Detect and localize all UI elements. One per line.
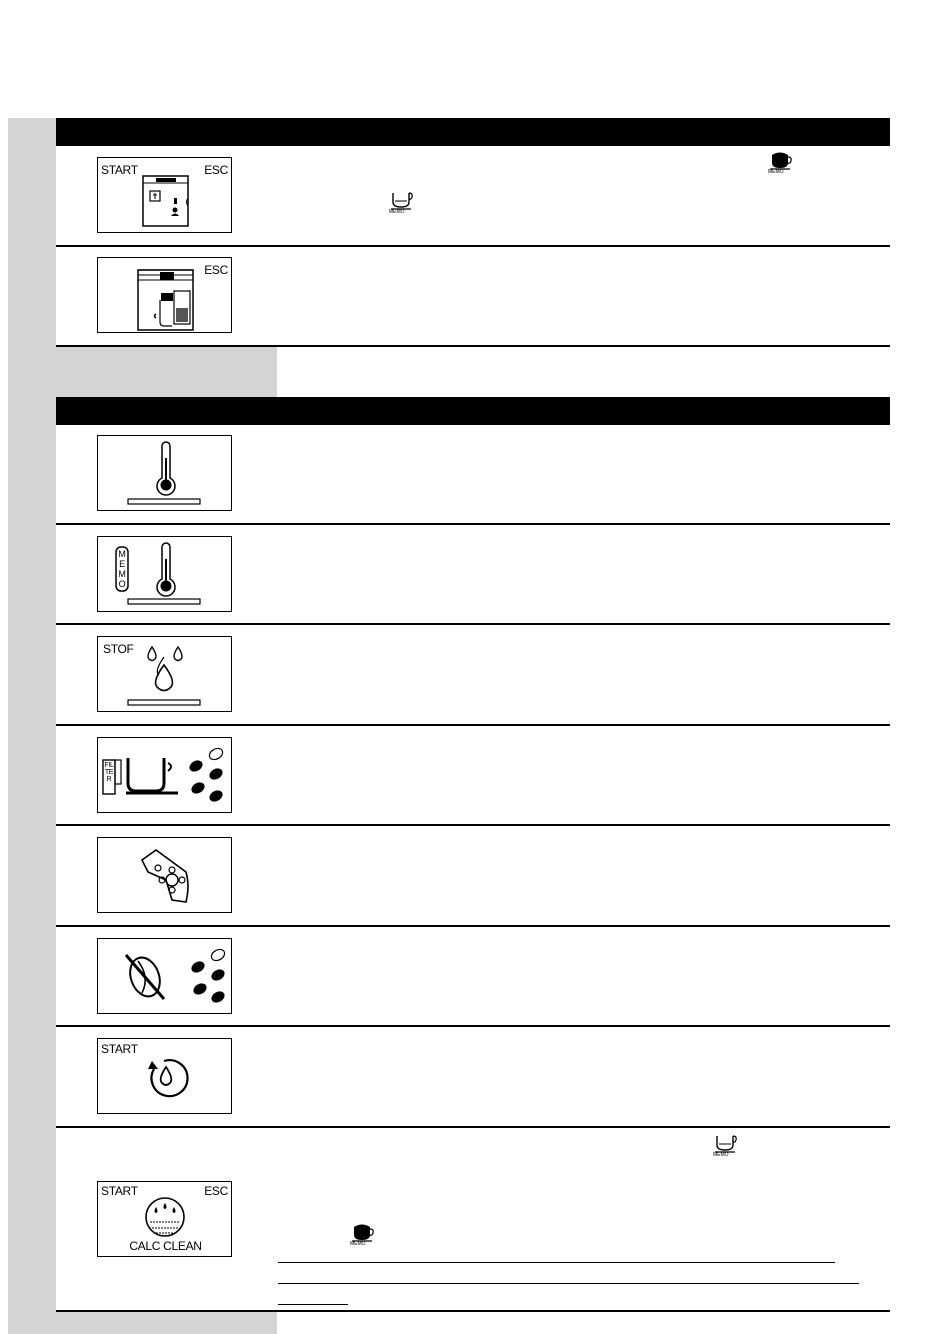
page-side-band xyxy=(8,118,56,1334)
display-heating-screen xyxy=(97,435,232,511)
memo-text: MEMO xyxy=(713,1152,729,1158)
esc-label: ESC xyxy=(204,1184,228,1198)
memo-text: MEMO xyxy=(389,209,405,215)
row-divider xyxy=(56,824,890,826)
thermometer-icon xyxy=(98,436,233,512)
memo-text: MEMO xyxy=(768,169,784,175)
underline-rule xyxy=(278,1304,348,1305)
row-divider xyxy=(56,1025,890,1027)
start-label: START xyxy=(101,1042,138,1056)
cappuccino-memo-icon xyxy=(349,1219,375,1249)
display-calc-clean-screen xyxy=(97,1181,232,1257)
machine-open-panel-icon xyxy=(98,258,233,334)
display-memo-heating-screen xyxy=(97,536,232,612)
coffee-cup-memo-icon xyxy=(712,1130,738,1160)
section-header-bar xyxy=(56,118,890,146)
section-gap-block xyxy=(56,347,277,397)
memo-text: MEMO xyxy=(350,1241,366,1247)
display-brew-group-screen xyxy=(97,837,232,913)
display-filter-cup-beans-screen xyxy=(97,737,232,813)
start-label: START xyxy=(101,163,138,177)
row-divider xyxy=(56,623,890,625)
coffee-cup-memo-icon xyxy=(388,187,414,217)
esc-label: ESC xyxy=(204,163,228,177)
display-start-rinse-screen xyxy=(97,1038,232,1114)
stof-label: STOF xyxy=(103,642,134,656)
footer-gray-block xyxy=(56,1312,277,1334)
row-divider xyxy=(56,523,890,525)
machine-front-icon xyxy=(98,158,233,234)
esc-label: ESC xyxy=(204,263,228,277)
calc-clean-label: CALC CLEAN xyxy=(129,1239,202,1253)
underline-rule xyxy=(278,1262,835,1263)
brew-group-icon xyxy=(98,838,233,914)
start-label: START xyxy=(101,1184,138,1198)
row-divider xyxy=(56,1126,890,1128)
no-coffee-beans-icon xyxy=(98,939,233,1015)
row-divider xyxy=(56,925,890,927)
display-no-beans-screen xyxy=(97,938,232,1014)
underline-rule xyxy=(278,1283,859,1284)
row-divider xyxy=(56,724,890,726)
filter-label: FILTER xyxy=(104,762,114,783)
cappuccino-memo-icon xyxy=(767,147,793,177)
filter-cup-beans-icon xyxy=(98,738,233,814)
row-divider xyxy=(56,245,890,247)
display-machine-open-screen xyxy=(97,257,232,333)
water-drops-icon xyxy=(98,637,233,713)
display-machine-screen xyxy=(97,157,232,233)
section-header-bar xyxy=(56,397,890,425)
rinse-cycle-icon xyxy=(98,1039,233,1115)
display-steam-screen xyxy=(97,636,232,712)
memo-label: MEMO xyxy=(118,549,126,589)
